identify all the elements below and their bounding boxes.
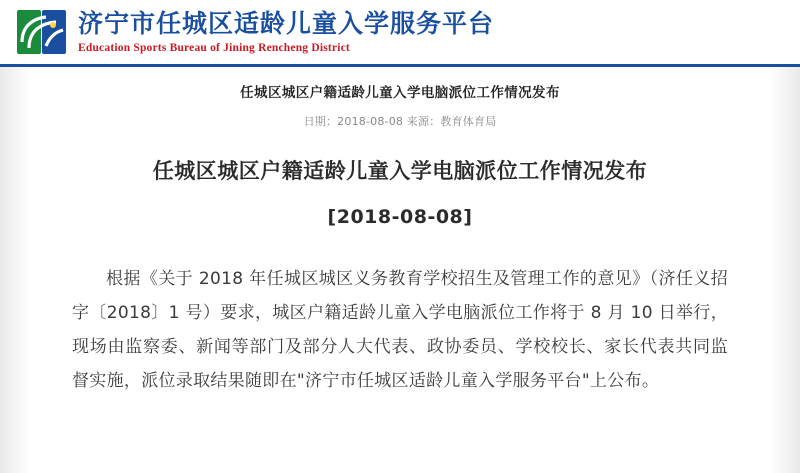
header-titles — [78, 10, 494, 54]
jining-education-emblem-icon — [16, 8, 68, 56]
document-date: [2018-08-08] — [327, 206, 473, 228]
site-header-banner — [0, 0, 800, 67]
site-title-en: Education Sports Bureau of Jining Rencheng District — [78, 41, 350, 54]
document-paragraph: 根据《关于 2018 年任城区城区义务教育学校招生及管理工作的意见》（济任义招字〔2018〕1 号）要求，城区户籍适龄儿童入学电脑派位工作将于 8 月 10 日举行，现场由监察委、新闻等部门及部分人大代表、政协委员、学校校长、家长代表共同监督实施，派位录取结果随即在"济宁市任城区适龄儿童入学服务平台"上公布。 — [72, 269, 728, 391]
site-title-cn: 济宁市任城区适龄儿童入学服务平台 — [78, 9, 495, 39]
document-meta: 日期：2018-08-08 来源：教育体育局 — [303, 115, 497, 128]
page-title: 任城区城区户籍适龄儿童入学电脑派位工作情况发布 — [152, 159, 648, 183]
document-body — [0, 67, 800, 398]
document-subject: 任城区城区户籍适龄儿童入学电脑派位工作情况发布 — [240, 85, 560, 101]
header-content — [0, 0, 800, 64]
